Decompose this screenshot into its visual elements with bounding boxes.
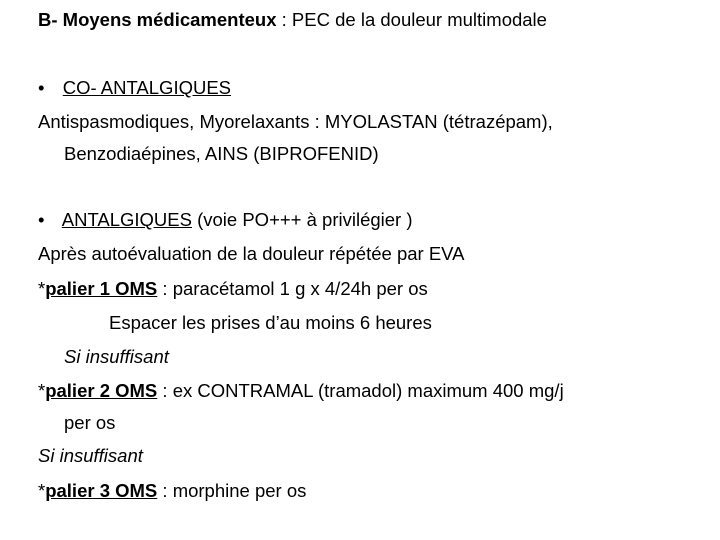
insuffisant-1: Si insuffisant [64, 346, 169, 367]
title-bold: B- Moyens médicamenteux [38, 9, 277, 30]
bullet: • [38, 209, 45, 230]
co-antalgiques-heading [38, 76, 231, 100]
bullet: • [38, 77, 45, 98]
palier-1-prefix: * [38, 278, 46, 299]
insuffisant-2: Si insuffisant [38, 445, 143, 466]
palier-2-label: palier 2 OMS [45, 380, 158, 401]
palier-2-prefix: * [38, 380, 46, 401]
antalgiques-intro: Après autoévaluation de la douleur répétée par EVA [38, 243, 465, 264]
co-antalgiques-title: CO- ANTALGIQUES [62, 77, 232, 98]
palier-3-text: : morphine per os [157, 480, 307, 501]
antalgiques-title-rest: (voie PO+++ à privilégier ) [191, 209, 413, 230]
antalgiques-heading [38, 208, 413, 232]
palier-2-line [38, 379, 564, 403]
co-antalgiques-line-1: Antispasmodiques, Myorelaxants : MYOLASTAN (tétrazépam), [38, 111, 553, 132]
palier-3-prefix: * [38, 480, 46, 501]
palier-1-text: : paracétamol 1 g x 4/24h per os [157, 278, 428, 299]
palier-2-text: : ex CONTRAMAL (tramadol) maximum 400 mg/j [157, 380, 564, 401]
antalgiques-title: ANTALGIQUES [61, 209, 192, 230]
co-antalgiques-line-2: Benzodiaépines, AINS (BIPROFENID) [64, 143, 379, 164]
palier-2-cont: per os [64, 412, 116, 433]
slide-title [38, 8, 547, 32]
palier-1-line [38, 277, 428, 301]
palier-3-line [38, 479, 306, 503]
palier-1-note: Espacer les prises d’au moins 6 heures [109, 312, 432, 333]
palier-3-label: palier 3 OMS [45, 480, 158, 501]
title-rest: : PEC de la douleur multimodale [276, 9, 547, 30]
palier-1-label: palier 1 OMS [45, 278, 158, 299]
